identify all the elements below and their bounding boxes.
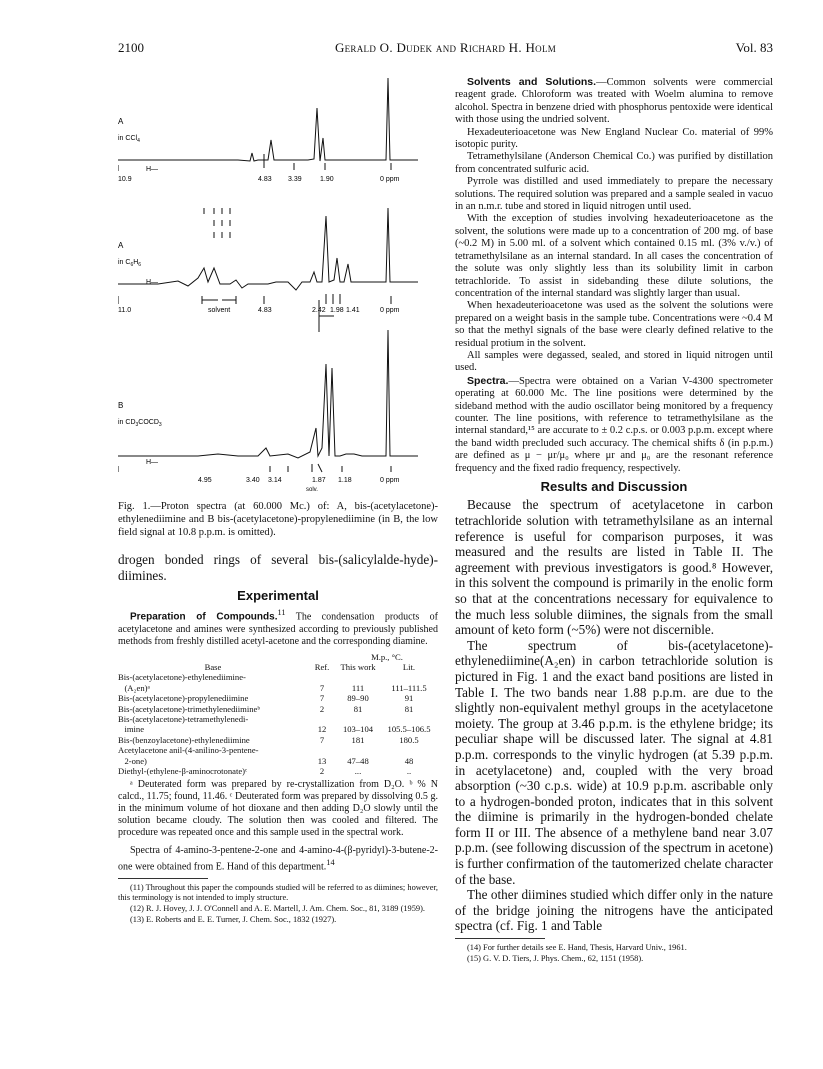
footnotes-left [118, 883, 438, 925]
panel-1-tick-0: 10.9 [118, 176, 132, 183]
panel-2-tick-6: 0 ppm [380, 307, 400, 314]
figure-caption: Fig. 1.—Proton spectra (at 60.000 Mc.) of: A, bis-(acetylacetone)-ethylenediimine and B bis-(acetylacetone)-propylenediimine (in B, the low field signal at 10.8 p.p.m. is omitted). [118, 501, 438, 538]
reference-14: (14) For further details see E. Hand, Thesis, Harvard Univ., 1961. [467, 943, 687, 953]
panel-2-label: A [118, 241, 124, 250]
spectra-source-paragraph: Spectra of 4-amino-3-pentene-2-one and 4-amino-4-(β-pyridyl)-3-butene-2-one were obtained from E. Hand of this department.$^{14}$ [118, 845, 438, 873]
table-row: Bis-(benzoylacetone)-ethylenediimine 7 181 180.5 [118, 734, 419, 745]
concentration-paragraph: With the exception of studies involving hexadeuterioacetone as the solvent, the solutions were made up to a concentration of 200 mg. of base (~0.2 M) in 5.00 ml. of a solvent which contained 0.15 ml. (3% v./v.) of tetramethylsilane as an internal standard. In all cases the concentration of the solute was only slightly less than its solubility limit in carbon tetrachloride. To assist in sidebanding these dilute solutions, the concentration of the internal standard was slightly larger than usual. [455, 213, 773, 299]
reference-15: (15) G. V. D. Tiers, J. Phys. Chem., 62, 1151 (1958). [467, 953, 644, 963]
panel-3-label: B [118, 401, 124, 410]
footnote-rule-right [455, 938, 545, 939]
panel-1-tick-1: 4.83 [258, 176, 272, 183]
results-paragraph-1: Because the spectrum of acetylacetone in carbon tetrachloride solution with tetramethylsilane as an internal reference is useful for comparison purposes, it was measured and the results are listed in Table II. The agreement with previous investigators is good.⁸ However, in this solvent the compound is primarily in the enolic form so that at the concentrations necessary for equivalence to the much less soluble diimines, the signals from the small amount of keto form (~5%) were not discernible. [455, 497, 773, 638]
table-row: Acetylacetone anil-(4-anilino-3-pentene- [118, 745, 259, 756]
panel-3-solvent: in $CD_3COCD_3$ [118, 419, 162, 428]
table-row: Bis-(acetylacetone)-propylenediimine 7 89–90 91 [118, 693, 414, 704]
table-head-mp: M.p., °C. [371, 651, 403, 662]
footnotes-right [455, 943, 773, 964]
experimental-heading: Experimental [237, 588, 319, 604]
panel-1-tick-2: 3.39 [288, 176, 302, 183]
spectra-paragraph: Spectra.—Spectra were obtained on a Varian V-4300 spectrometer operating at 60.000 Mc. The line positions were determined by the sideband method with the audio oscillator being monitored by a frequency counter. The line positions, with reference to tetramethylsilane as the internal standard,¹⁵ are accurate to ± 0.2 c.p.s. or 0.003 p.p.m. except where the band width precluded such accuracy. The chemical shifts δ (in p.p.m.) are defined as μ − μr/μ₀ where μr and μ₀ are the resonant reference frequency and the fixed radio frequency, respectively. [455, 374, 773, 474]
panel-2-h-label: H— [146, 279, 159, 286]
panel-2-tick-4: 1.98 [330, 307, 344, 314]
table-row: Bis-(acetylacetone)-ethylenediimine- [118, 672, 246, 683]
panel-3-tick-3: 1.87 [312, 477, 326, 484]
left-column [118, 552, 438, 925]
results-heading: Results and Discussion [540, 479, 688, 494]
table-row: imine 12 103–104 105.5–106.5 [118, 724, 431, 735]
right-column [455, 76, 773, 964]
reference-13: (13) E. Roberts and E. E. Turner, J. Chem. Soc., 1832 (1927). [130, 914, 337, 924]
panel-3-tick-1: 3.40 [246, 477, 260, 484]
hexadeuterioacetone-paragraph: Hexadeuterioacetone was New England Nuclear Co. material of 99% isotopic purity. [455, 126, 773, 151]
volume-label: Vol. 83 [735, 40, 773, 55]
panel-3-tick-2: 3.14 [268, 477, 282, 484]
panel-3-tick-4: 1.18 [338, 477, 352, 484]
panel-2-tick-0: 11.0 [118, 307, 132, 314]
panel-1-label: A [118, 117, 124, 126]
reference-12: (12) R. J. Hovey, J. J. O'Connell and A. E. Martell, J. Am. Chem. Soc., 81, 3189 (1959). [130, 903, 425, 913]
panel-2-tick-2: 4.83 [258, 307, 272, 314]
panel-2-solvent: in $C_6H_6$ [118, 259, 142, 268]
panel-1-tick-4: 0 ppm [380, 176, 400, 183]
panel-3-tick-0: 4.95 [198, 477, 212, 484]
degassed-paragraph: All samples were degassed, sealed, and stored in liquid nitrogen until used. [455, 349, 773, 374]
table-row: 2-one) 13 47–48 48 [118, 755, 414, 766]
results-paragraph-3: The other diimines studied which differ only in the nature of the bridge joining the nitrogens have the anticipated spectra (cf. Fig. 1 and Table [455, 887, 773, 934]
panel-3-tick-5: 0 ppm [380, 477, 400, 484]
table-row: Bis-(acetylacetone)-tetramethylenedi- [118, 713, 249, 724]
table-head-this: This work [340, 661, 376, 672]
spectrum-panel-1 [118, 78, 418, 171]
panel-3-h-label: H— [146, 459, 159, 466]
panel-2-tick-3: 2.42 [312, 307, 326, 314]
footnote-rule [118, 878, 208, 879]
table-head-lit: Lit. [402, 661, 416, 672]
table-row: Diethyl-(ethylene-β-aminocrotonate)ᶜ 2 ... .. [118, 765, 412, 776]
running-authors: Gerald O. Dudek and Richard H. Holm [334, 40, 557, 55]
table-head-ref: Ref. [314, 661, 330, 672]
panel-1-tick-3: 1.90 [320, 176, 334, 183]
results-paragraph-2: The spectrum of bis-(acetylacetone)-ethylenediimine(A₂en) in carbon tetrachloride solution is pictured in Fig. 1 and the exact band positions are listed in Table I. The two bands near 1.88 p.p.m. are due to the slightly non-equivalent methyl groups in the acetylacetone moiety. The group at 3.46 p.p.m. is the ethylene bridge; its peculiar shape will be discussed later. The signal at 4.81 p.p.m. corresponds to the vinylic hydrogen (at 5.39 p.p.m. in acetylacetone) and, coupled with the very broad absorption (~30 c.p.s. wide) at 10.9 p.p.m. ascribable only to a hydrogen-bonded proton, indicates that in this solvent the diimine is primarily in the hydrogen-bonded chelate form II or III. The absence of a methylene band near 3.07 p.p.m. (see following discussion of the spectrum in acetone) is further confirmation of the tautomerized chelate character of the base. [455, 637, 773, 887]
pyrrole-paragraph: Pyrrole was distilled and used immediately to prepare the necessary solutions. The required solution was prepared and a sample sealed in vacuo in an n.m.r. tube and stored in liquid nitrogen until used. [455, 176, 773, 213]
reference-11: (11) Throughout this paper the compounds studied will be referred to as diimines; however, this terminology is not intended to imply structure. [118, 882, 438, 903]
panel-3-solv-note: solv. [306, 487, 318, 493]
tms-paragraph: Tetramethylsilane (Anderson Chemical Co.) was purified by distillation from concentrated sulfuric acid. [455, 151, 773, 175]
nmr-spectra-svg [118, 68, 438, 494]
table-row: Bis-(acetylacetone)-trimethylenediimineᵇ 2 81 81 [118, 703, 414, 714]
spectrum-panel-3 [118, 300, 418, 472]
page-number: 2100 [118, 40, 144, 55]
melting-point-table [118, 652, 438, 777]
panel-2-tick-1: solvent [208, 307, 231, 314]
table-head-base: Base [204, 661, 222, 672]
table-row: (A₂en)ᵃ 7 111 111–111.5 [118, 682, 427, 693]
panel-2-tick-5: 1.41 [346, 307, 360, 314]
table-footnotes: ᵃ Deuterated form was prepared by re-crystallization from D₂O. ᵇ % N calcd., 11.75; found, 11.46. ᶜ Deuterated form was prepared by dissolving 0.5 g. in the minimum volume of hot dioxane and then adding D₂O slowly until the solution became cloudy. The solution then was cooled and filtered. The procedure was repeated once and this sample used in the spectral work. [118, 779, 438, 839]
spectrum-panel-2 [118, 208, 418, 304]
nmr-figure [118, 68, 438, 494]
panel-1-solvent: in CCl$_4$ [118, 135, 140, 144]
preparation-paragraph: Preparation of Compounds.$^{11}$ The condensation products of acetylacetone and amines were synthesized according to previously published methods from freshly distilled acetyl-acetone and the corresponding diamine. [118, 608, 438, 647]
panel-1-h-label: H— [146, 166, 159, 173]
carryover-paragraph: drogen bonded rings of several bis-(salicylalde-hyde)-diimines. [118, 552, 438, 583]
solvents-paragraph: Solvents and Solutions.—Common solvents were commercial reagent grade. Chloroform was treated with Woelm alumina to remove alcohol. Spectra in benzene dried with phosphorus pentoxide were identical with those using the undried solvent. [455, 76, 773, 126]
weight-basis-paragraph: When hexadeuterioacetone was used as the solvent the solutions were prepared on a weight basis in the sample tube. Concentrations were ~0.4 M so that the methyl signals of the base were clearly defined relative to the residual protium in the solvent. [455, 300, 773, 349]
